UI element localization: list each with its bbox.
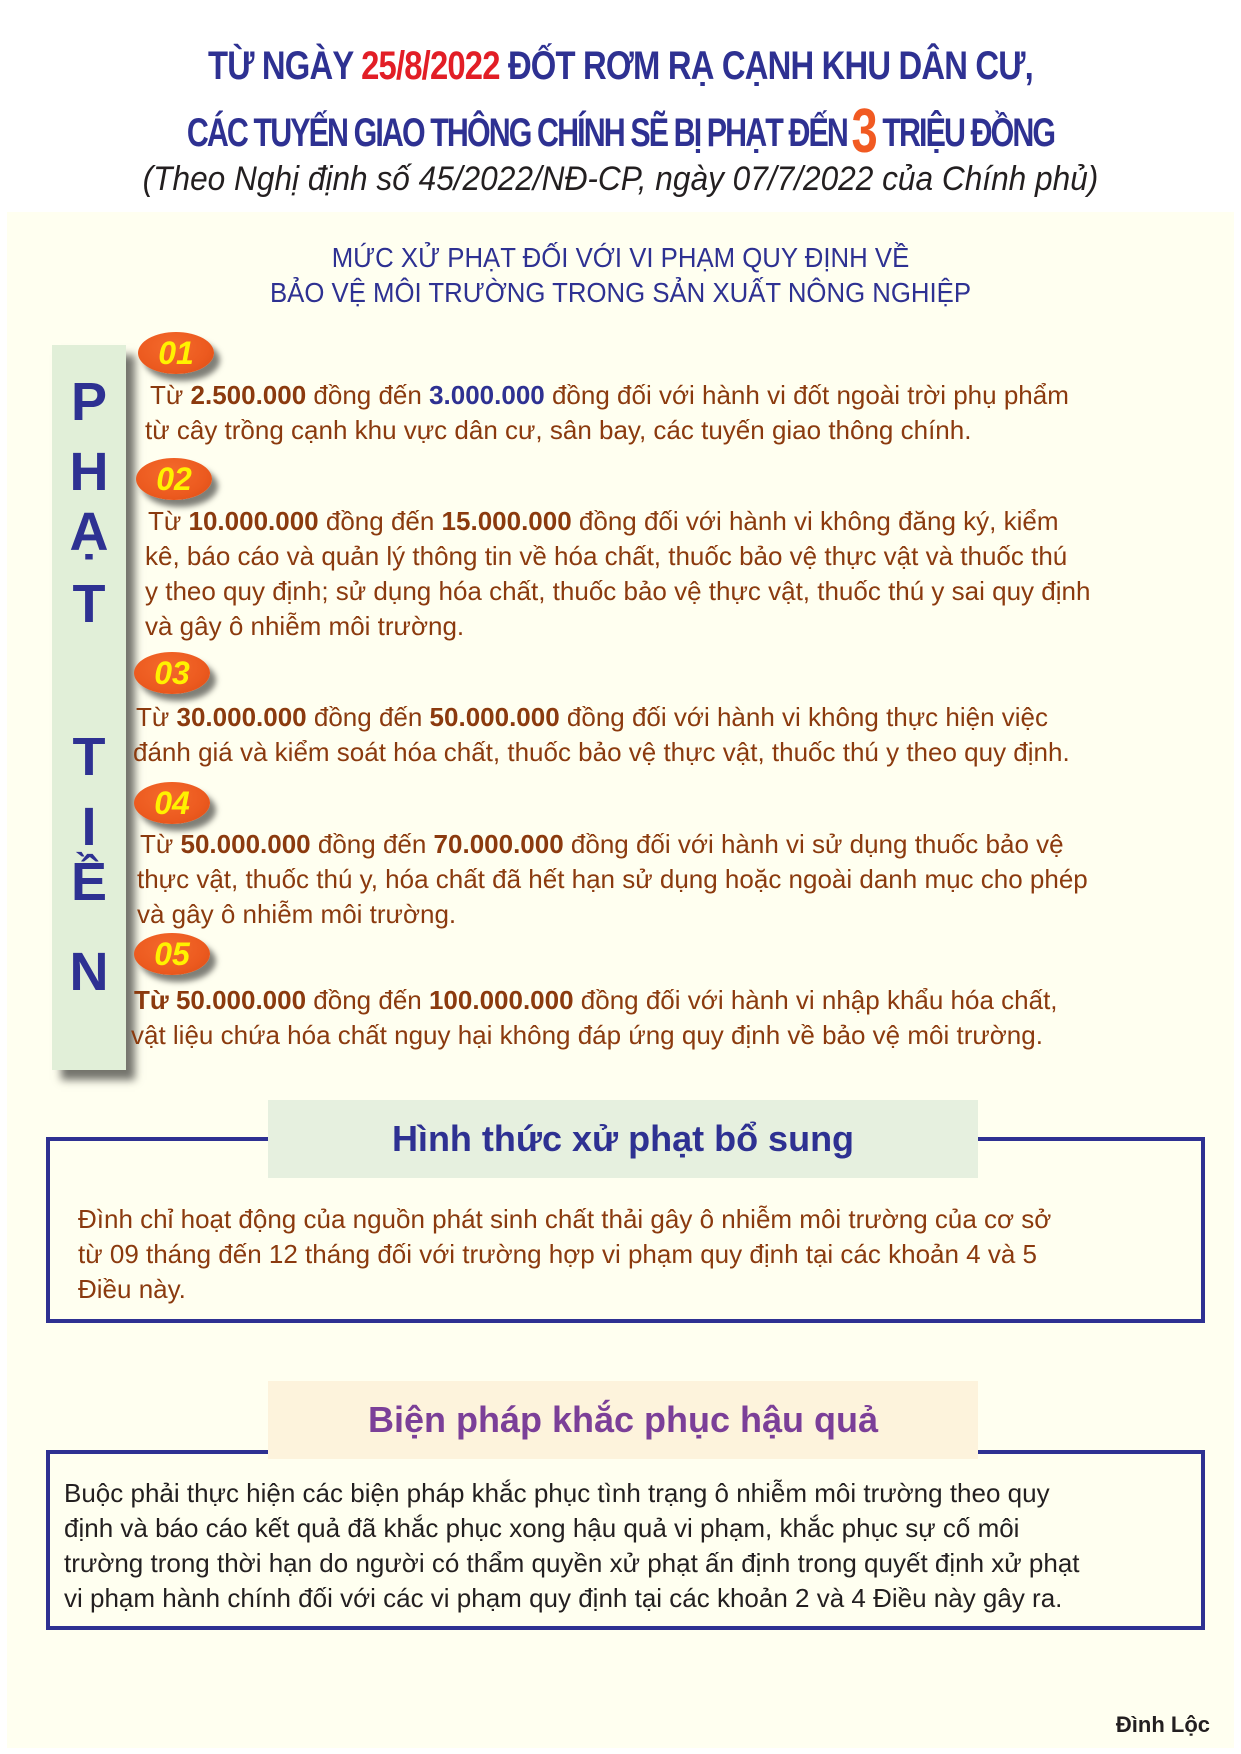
item-02-line-3: y theo quy định; sử dụng hóa chất, thuốc bảo vệ thực vật, thuốc thú y sai quy định <box>145 576 1091 606</box>
section-title-line-2: BẢO VỆ MÔI TRƯỜNG TRONG SẢN XUẤT NÔNG NGHIỆP <box>269 277 972 308</box>
headline-subtitle: (Theo Nghị định số 45/2022/NĐ-CP, ngày 07/7/2022 của Chính phủ) <box>142 160 1099 198</box>
remedial-line-3: trường trong thời hạn do người có thẩm quyền xử phạt ấn định trong quyết định xử phạt <box>64 1548 1080 1578</box>
author-credit: Đình Lộc <box>1115 1712 1210 1737</box>
text: đồng đến <box>318 506 442 536</box>
fine-max: 3.000.000 <box>429 380 545 410</box>
text: đồng đối với hành vi sử dụng thuốc bảo vệ <box>563 829 1064 859</box>
item-number-badge-03: 03 <box>134 652 210 694</box>
text: đồng đối với hành vi không đăng ký, kiểm <box>571 506 1059 536</box>
fine-max: 70.000.000 <box>433 829 564 859</box>
item-02-line-2: kê, báo cáo và quản lý thông tin về hóa chất, thuốc bảo vệ thực vật và thuốc thú <box>145 541 1068 571</box>
fine-max: 100.000.000 <box>428 985 574 1015</box>
supplementary-penalty-title: Hình thức xử phạt bổ sung <box>268 1100 978 1178</box>
fine-max: 50.000.000 <box>429 702 560 732</box>
text: đồng đến <box>306 702 430 732</box>
text: Từ <box>150 380 191 410</box>
item-number-badge-02: 02 <box>136 458 212 500</box>
side-letter: Ề <box>70 852 108 912</box>
fine-min: 10.000.000 <box>188 506 319 536</box>
remedial-measures-title: Biện pháp khắc phục hậu quả <box>268 1381 978 1459</box>
side-letter: N <box>69 942 109 1002</box>
remedial-line-2: định và báo cáo kết quả đã khắc phục xong hậu quả vi phạm, khắc phục sự cố môi <box>64 1513 1020 1543</box>
item-02-line-1 <box>148 504 1058 539</box>
headline-date: 25/8/2022 <box>361 44 500 88</box>
fine-min: 50.000.000 <box>180 829 311 859</box>
side-letter: P <box>70 372 108 432</box>
side-letter: H <box>69 442 109 502</box>
item-01-line-1 <box>150 378 1069 413</box>
side-letter: T <box>72 727 106 787</box>
fine-min: 30.000.000 <box>176 702 307 732</box>
item-number-badge-01: 01 <box>138 332 214 374</box>
headline-line-1 <box>112 44 1130 89</box>
headline-big-number: 3 <box>851 97 878 166</box>
remedial-line-4: vi phạm hành chính đối với các vi phạm quy định tại các khoản 2 và 4 Điều này gây ra. <box>64 1583 1063 1613</box>
headline-2-suffix: TRIỆU ĐỒNG <box>882 111 1055 155</box>
text: đồng đối với hành vi không thực hiện việc <box>559 702 1048 732</box>
supplementary-line-2: từ 09 tháng đến 12 tháng đối với trường hợp vi phạm quy định tại các khoản 4 và 5 <box>78 1239 1038 1269</box>
remedial-line-1: Buộc phải thực hiện các biện pháp khắc phục tình trạng ô nhiễm môi trường theo quy <box>64 1478 1050 1508</box>
headline-prefix: TỪ NGÀY <box>208 44 362 88</box>
text: Từ <box>136 702 177 732</box>
text: Từ <box>140 829 181 859</box>
item-number-badge-04: 04 <box>134 782 210 824</box>
side-label-phat-tien <box>52 345 126 1070</box>
item-02-line-4: và gây ô nhiễm môi trường. <box>145 611 465 641</box>
item-03-line-1 <box>136 700 1048 735</box>
item-number-badge-05: 05 <box>134 933 210 975</box>
section-title-line-1: MỨC XỬ PHẠT ĐỐI VỚI VI PHẠM QUY ĐỊNH VỀ <box>331 242 910 273</box>
item-01-line-2: từ cây trồng cạnh khu vực dân cư, sân bay, các tuyến giao thông chính. <box>145 415 972 445</box>
item-04-line-2: thực vật, thuốc thú y, hóa chất đã hết hạn sử dụng hoặc ngoài danh mục cho phép <box>137 864 1088 894</box>
item-05-line-1 <box>134 983 1058 1018</box>
headline-2-prefix: CÁC TUYẾN GIAO THÔNG CHÍNH SẼ BỊ PHẠT ĐẾN <box>186 111 847 155</box>
side-letter: I <box>81 797 97 857</box>
text: đồng đến <box>306 380 430 410</box>
headline-suffix: ĐỐT RƠM RẠ CẠNH KHU DÂN CƯ, <box>499 44 1033 88</box>
text: đồng đối với hành vi nhập khẩu hóa chất, <box>573 985 1058 1015</box>
item-04-line-1 <box>140 827 1064 862</box>
text: đồng đến <box>306 985 429 1015</box>
item-05-line-2: vật liệu chứa hóa chất nguy hại không đáp ứng quy định về bảo vệ môi trường. <box>131 1020 1043 1050</box>
item-04-line-3: và gây ô nhiễm môi trường. <box>137 899 457 929</box>
fine-max: 15.000.000 <box>441 506 572 536</box>
side-letter: T <box>72 574 106 634</box>
headline-line-2 <box>149 96 1092 167</box>
text: đồng đối với hành vi đốt ngoài trời phụ phẩm <box>544 380 1069 410</box>
text: Từ <box>148 506 189 536</box>
fine-min: 2.500.000 <box>190 380 307 410</box>
supplementary-line-1: Đình chỉ hoạt động của nguồn phát sinh chất thải gây ô nhiễm môi trường của cơ sở <box>78 1204 1052 1234</box>
fine-min: 50.000.000 <box>175 985 307 1015</box>
text: Từ <box>134 985 176 1015</box>
item-03-line-2: đánh giá và kiểm soát hóa chất, thuốc bảo vệ thực vật, thuốc thú y theo quy định. <box>133 737 1070 767</box>
text: đồng đến <box>310 829 434 859</box>
supplementary-line-3: Điều này. <box>78 1274 186 1304</box>
side-letter: Ạ <box>69 502 109 562</box>
